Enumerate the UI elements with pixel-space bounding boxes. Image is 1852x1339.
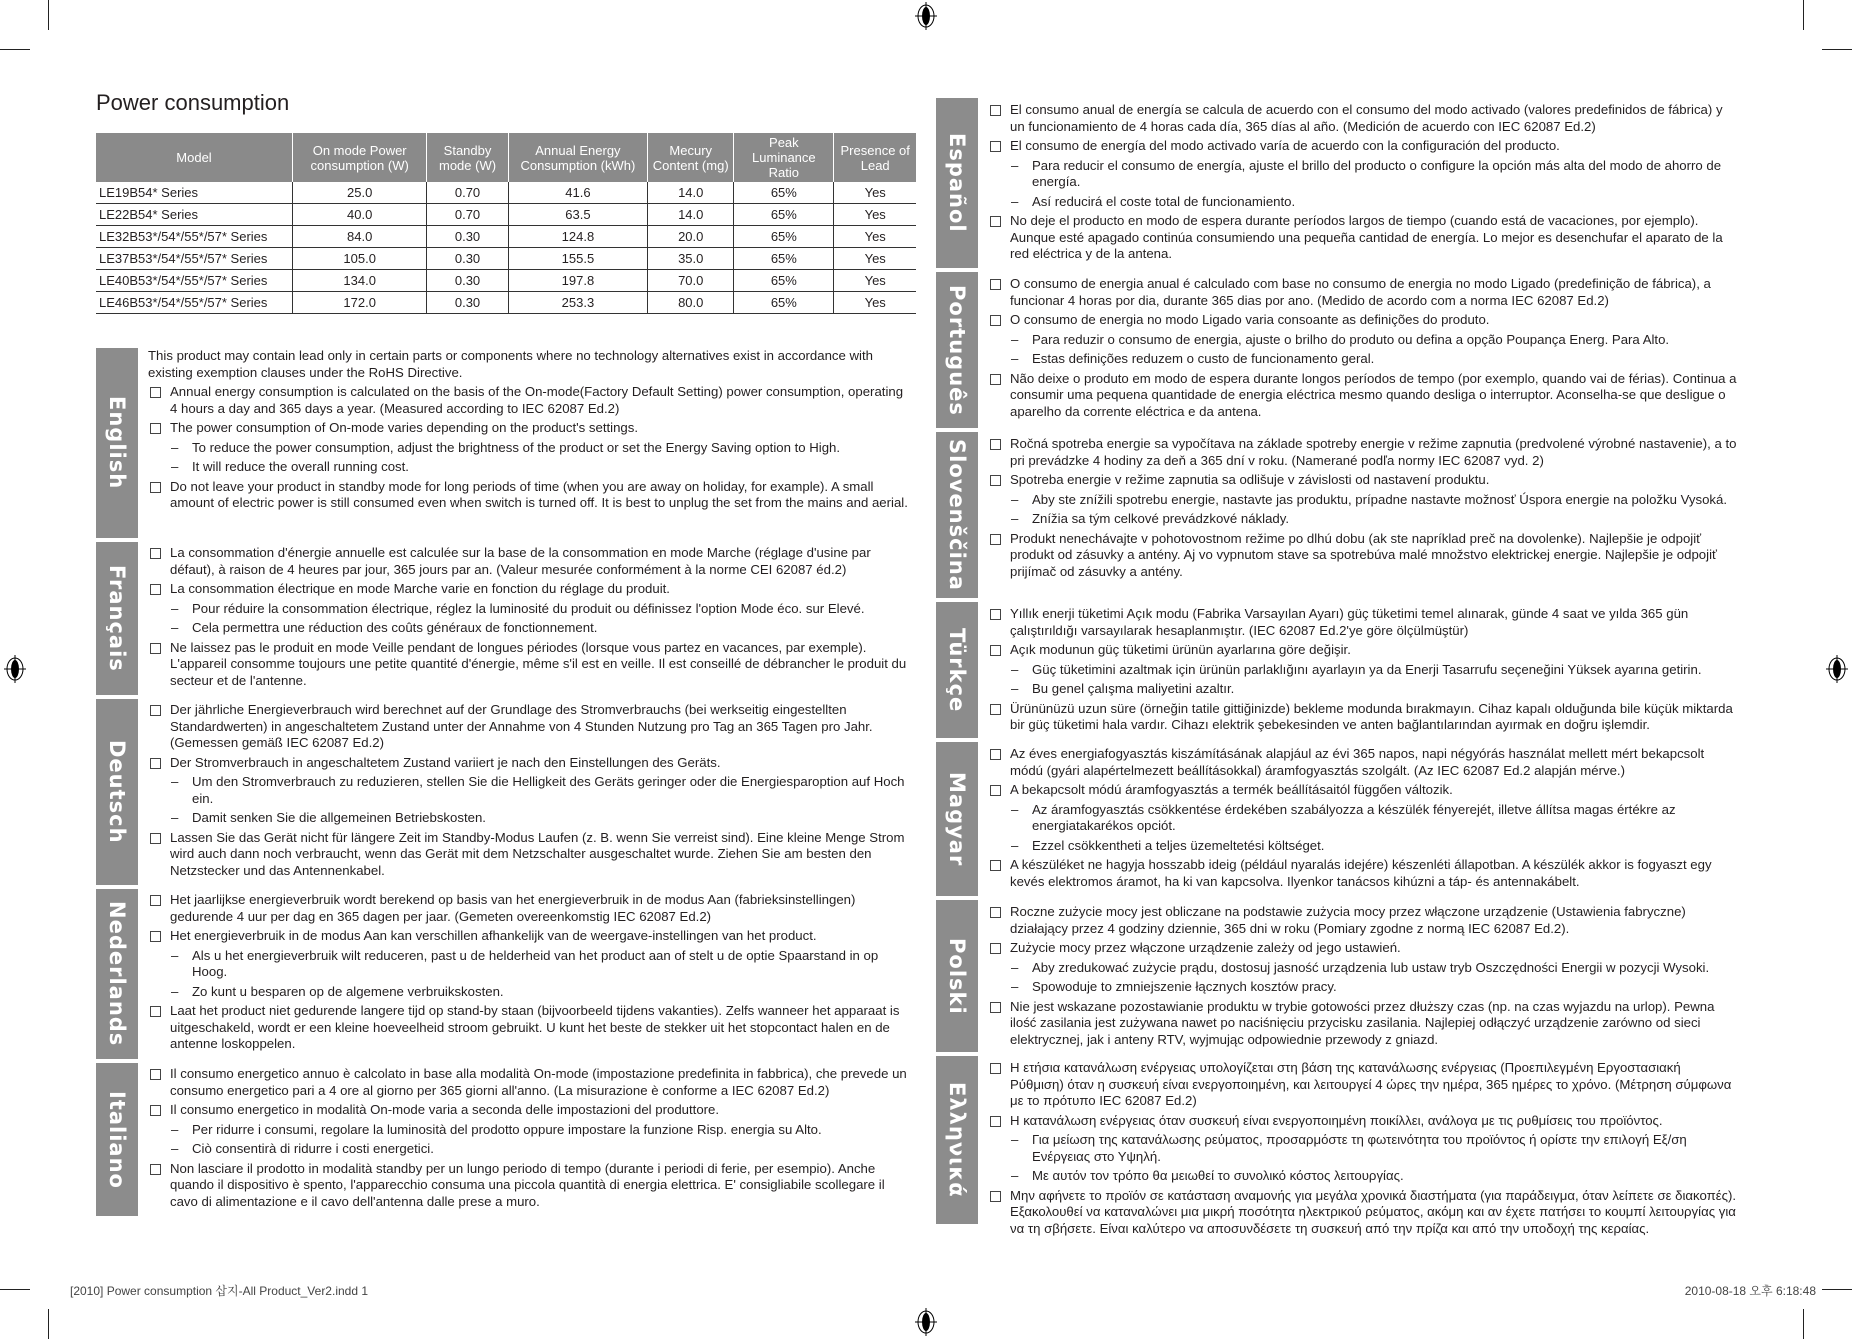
crop-mark [1822,49,1852,50]
language-label: Türkçe [945,627,969,713]
dash-item: – To reduce the power consumption, adjust the brightness of the product or set the Energy Saving option to High. [148,440,908,457]
dash-item: – Ezzel csökkentheti a teljes üzemeltetési költséget. [988,838,1738,855]
cell: 35.0 [648,248,734,270]
cell: 134.0 [293,270,427,292]
bullet: Do not leave your product in standby mode for long periods of time (when you are away on holiday, for example). A small amount of electric power is still consumed even when switch is turned off. It is best to unplug the set from the mains and aerial. [148,479,908,512]
cell: 253.3 [508,292,647,314]
dash-item: – Um den Stromverbrauch zu reduzieren, stellen Sie die Helligkeit des Geräts geringer oder die Energiesparoption auf Hoch ein. [148,774,908,807]
cell: LE37B53*/54*/55*/57* Series [96,248,293,270]
language-tab [936,602,978,738]
col-header: Presence of Lead [834,133,916,182]
cell: 65% [734,248,834,270]
bullet: Nie jest wskazane pozostawianie produktu w trybie gotowości przez dłuższy czas (np. na czas wyjazdu na urlop). Pewna ilość zasilania jest zużywana nawet po naciśnięciu przycisku zasilania. Najlepiej odłączyć urządzenie zarówno od sieci elektrycznej, jak i anteny RTV, wyjmując odpowiednie przewody z gniazd. [988,999,1738,1049]
dash-item: – Spowoduje to zmniejszenie łącznych kosztów pracy. [988,979,1738,996]
bullet: Não deixe o produto em modo de espera durante longos períodos de tempo (por exemplo, quando vai de férias). Continua a consumir uma pequena quantidade de energia eléctrica mesmo quando desliga o interruptor. Aconselha-se que desligue o aparelho da corrente eléctrica e da antena. [988,371,1738,421]
section-turkce [936,602,1746,738]
crop-mark [48,0,49,30]
section-ellinika [936,1056,1746,1236]
language-tab [96,699,138,885]
registration-mark-icon [1826,655,1848,683]
dash-item: – Damit senken Sie die allgemeinen Betriebskosten. [148,810,908,827]
cell: Yes [834,182,916,204]
cell: 80.0 [648,292,734,314]
bullet: El consumo anual de energía se calcula de acuerdo con el consumo del modo activado (valores predefinidos de fábrica) y un funcionamiento de 4 horas cada día, 365 días al año. (Medición de acuerdo con IEC 62087 Ed.2) [988,102,1738,135]
dash-item: – Για μείωση της κατανάλωσης ρεύματος, προσαρμόστε τη φωτεινότητα του προϊόντος ή ορίστε την επιλογή Εξ/ση Ενέργειας στο Υψηλή. [988,1132,1738,1165]
cell: LE22B54* Series [96,204,293,226]
cell: Yes [834,270,916,292]
table-row [96,292,916,314]
footer-timestamp: 2010-08-18 오후 6:18:48 [1684,1284,1816,1298]
col-header: Standby mode (W) [427,133,508,182]
cell: 0.30 [427,292,508,314]
bullet: Der Stromverbrauch in angeschaltetem Zustand variiert je nach den Einstellungen des Geräts. [148,755,908,772]
section-polski [936,900,1746,1052]
language-tab [936,98,978,268]
cell: 40.0 [293,204,427,226]
bullet: Non lasciare il prodotto in modalità standby per un lungo periodo di tempo (durante i periodi di ferie, per esempio). Anche quando il dispositivo è spento, l'apparecchio consuma una piccola quantità di energia elettrica. E' consigliabile scollegare il cavo di alimentazione e il cavo dell'antenna dalle prese a muro. [148,1161,908,1211]
language-tab [96,889,138,1059]
bullet: Yıllık enerji tüketimi Açık modu (Fabrika Varsayılan Ayarı) güç tüketimi temel alınarak, günde 4 saat ve yılda 365 gün çalıştırıldığı varsayılarak hesaplanmıştır. (IEC 62087 Ed.2'ye göre ölçülmüştür) [988,606,1738,639]
dash-item: – Με αυτόν τον τρόπο θα μειωθεί το συνολικό κόστος λειτουργίας. [988,1168,1738,1185]
cell: 65% [734,182,834,204]
language-label: Slovenščina [945,439,969,591]
section-english [96,348,916,538]
cell: 0.70 [427,182,508,204]
cell: 25.0 [293,182,427,204]
bullet: Açık modunun güç tüketimi ürünün ayarlarına göre değişir. [988,642,1738,659]
cell: 155.5 [508,248,647,270]
rohs-notice: This product may contain lead only in certain parts or components where no technology alternatives exist in accordance with existing exemption clauses under the RoHS Directive. [148,348,873,380]
cell: 0.30 [427,248,508,270]
bullet: Produkt nenechávajte v pohotovostnom režime po dlhú dobu (ak ste napríklad preč na dovolenke). Najlepšie je odpojiť produkt od zásuvky a antény. Aj vo vypnutom stave sa spotrebúva malé množstvo elektrickej energie. Najlepšie je odpojiť prijímač od zásuvky a antény. [988,531,1738,581]
language-tab [936,272,978,428]
bullet: Lassen Sie das Gerät nicht für längere Zeit im Standby-Modus Laufen (z. B. wenn Sie verreist sind). Eine kleine Menge Strom wird auch dann noch verbraucht, wenn das Gerät mit dem Netzschalter ausgeschaltet wurde. Ziehen Sie am besten den Netzstecker und das Antennenkabel. [148,830,908,880]
cell: 14.0 [648,204,734,226]
table-row [96,204,916,226]
table-row [96,226,916,248]
language-label: Español [945,133,969,233]
cell: LE40B53*/54*/55*/57* Series [96,270,293,292]
cell: 20.0 [648,226,734,248]
col-header: Mecury Content (mg) [648,133,734,182]
power-consumption-table [96,133,916,314]
crop-mark [0,49,30,50]
language-label: Ελληνικά [945,1082,969,1198]
language-label: Polski [945,937,969,1015]
dash-item: – Aby ste znížili spotrebu energie, nastavte jas produktu, prípadne nastavte možnosť Úspora energie na položku Vysoká. [988,492,1738,509]
page-title: Power consumption [96,90,290,115]
bullet: Zużycie mocy przez włączone urządzenie zależy od jego ustawień. [988,940,1738,957]
dash-item: – Bu genel çalışma maliyetini azaltır. [988,681,1738,698]
dash-item: – Estas definições reduzem o custo de funcionamento geral. [988,351,1738,368]
cell: 105.0 [293,248,427,270]
crop-mark [1803,0,1804,30]
dash-item: – Cela permettra une réduction des coûts généraux de fonctionnement. [148,620,908,637]
cell: LE19B54* Series [96,182,293,204]
section-deutsch [96,699,916,885]
bullet: Il consumo energetico in modalità On-mode varia a seconda delle impostazioni del produttore. [148,1102,908,1119]
registration-mark-icon [915,2,937,30]
bullet: Il consumo energetico annuo è calcolato in base alla modalità On-mode (impostazione predefinita in fabbrica), che prevede un consumo energetico pari a 4 ore al giorno per 365 giorni all'anno. (La misurazione è conforme a IEC 62087 Ed.2) [148,1066,908,1099]
bullet: No deje el producto en modo de espera durante períodos largos de tiempo (cuando está de vacaciones, por ejemplo). Aunque esté apagado continúa consumiendo una pequeña cantidad de energía. Lo mejor es desenchufar el aparato de la red eléctrica y de la antena. [988,213,1738,263]
language-label: English [105,396,129,490]
cell: 14.0 [648,182,734,204]
bullet: Het jaarlijkse energieverbruik wordt berekend op basis van het energieverbruik in de modus Aan (fabrieksinstellingen) gedurende 4 uur per dag en 365 dagen per jaar. (Gemeten overeenkomstig IEC 62087 Ed.2) [148,892,908,925]
cell: 0.70 [427,204,508,226]
table-row [96,182,916,204]
cell: 63.5 [508,204,647,226]
col-header: Model [96,133,293,182]
bullet: A bekapcsolt módú áramfogyasztás a termék beállításaitól függően változik. [988,782,1738,799]
dash-item: – Als u het energieverbruik wilt reduceren, past u de helderheid van het product aan of stelt u de optie Spaarstand in op Hoog. [148,948,908,981]
cell: 65% [734,292,834,314]
dash-item: – Para reduzir o consumo de energia, ajuste o brilho do produto ou defina a opção Poupança Energ. Para Alto. [988,332,1738,349]
section-slovencina [936,432,1746,598]
dash-item: – Zo kunt u besparen op de algemene verbruikskosten. [148,984,908,1001]
dash-item: – Znížia sa tým celkové prevádzkové náklady. [988,511,1738,528]
bullet: Het energieverbruik in de modus Aan kan verschillen afhankelijk van de weergave-instellingen van het product. [148,928,908,945]
cell: LE32B53*/54*/55*/57* Series [96,226,293,248]
section-portugues [936,272,1746,428]
section-espanol [936,98,1746,268]
section-italiano [96,1063,916,1216]
registration-mark-icon [915,1308,937,1336]
bullet: Ročná spotreba energie sa vypočítava na základe spotreby energie v režime zapnutia (predvolené výrobné nastavenie), a to pri prevádzke 4 hodiny za deň a 365 dní v roku. (Namerané podľa normy IEC 62087 vyd. 2) [988,436,1738,469]
crop-mark [1803,1309,1804,1339]
language-tab [96,1063,138,1216]
bullet: Ürününüzü uzun süre (örneğin tatile gittiğinizde) bekleme modunda bırakmayın. Cihaz kapalı olduğunda bile küçük miktarda bir güç tüketimi hala vardır. Cihazı elektrik şebekesinden ve anten bağlantılarından ayırmak en doğru işlemdir. [988,701,1738,734]
language-tab [936,432,978,598]
col-header: On mode Power consumption (W) [293,133,427,182]
dash-item: – Pour réduire la consommation électrique, réglez la luminosité du produit ou définissez l'option Mode éco. sur Elevé. [148,601,908,618]
bullet: Der jährliche Energieverbrauch wird berechnet auf der Grundlage des Stromverbrauchs (bei werkseitig eingestellten Standardwerten) in angeschaltetem Zustand unter der Annahme von 4 Stunden Nutzung pro Tag an 365 Tagen pro Jahr. (Gemessen gemäß IEC 62087 Ed.2) [148,702,908,752]
footer-file-info: [2010] Power consumption 삽지-All Product_Ver2.indd 1 [70,1284,369,1298]
bullet: Η ετήσια κατανάλωση ενέργειας υπολογίζεται στη βάση της κατανάλωσης ενέργειας (Προεπιλεγμένη Εργοστασιακή Ρύθμιση) όταν η συσκευή είναι ενεργοποιημένη, και λειτουργεί 4 ώρες την ημέρα, 365 ημέρες το χρόνο. (Μέτρηση σύμφωνα με το πρότυπο IEC 62087 Ed.2) [988,1060,1738,1110]
language-tab [96,542,138,695]
bullet: A készüléket ne hagyja hosszabb ideig (például nyaralás idejére) készenléti állapotban. A készülék akkor is fogyaszt egy kevés elektromos áramot, ha ki van kapcsolva. Ilyenkor tanácsos kihúzni a táp- és antennakábelt. [988,857,1738,890]
cell: LE46B53*/54*/55*/57* Series [96,292,293,314]
cell: 124.8 [508,226,647,248]
section-nederlands [96,889,916,1059]
language-label: Deutsch [105,740,129,844]
bullet: Μην αφήνετε το προϊόν σε κατάσταση αναμονής για μεγάλα χρονικά διαστήματα (για παράδειγμα, όταν λείπετε σε διακοπές). Εξακολουθεί να καταναλώνει μια μικρή ποσότητα ηλεκτρικού ρεύματος, ακόμη και αν έχετε πατήσει το κουμπί λειτουργίας για να τη σβήσετε. Είναι καλύτερο να αποσυνδέσετε τη συσκευή από την πρίζα και από την υποδοχή της κεραίας. [988,1188,1738,1238]
bullet: Roczne zużycie mocy jest obliczane na podstawie zużycia mocy przez włączone urządzenie (Ustawienia fabryczne) działający przez 4 godziny dziennie, 365 dni w roku (Pomiary zgodne z normą IEC 62087 Ed.2). [988,904,1738,937]
bullet: El consumo de energía del modo activado varía de acuerdo con la configuración del producto. [988,138,1738,155]
dash-item: – Para reducir el consumo de energía, ajuste el brillo del producto o configure la opción más alta del modo de ahorro de energía. [988,158,1738,191]
table-row [96,270,916,292]
cell: 0.30 [427,270,508,292]
dash-item: – It will reduce the overall running cost. [148,459,908,476]
dash-item: – Aby zredukować zużycie prądu, dostosuj jasność urządzenia lub ustaw tryb Oszczędności Energii w pozycji Wysoki. [988,960,1738,977]
language-label: Português [945,284,969,416]
language-label: Français [105,565,129,672]
cell: 65% [734,204,834,226]
dash-item: – Ciò consentirà di ridurre i costi energetici. [148,1141,908,1158]
language-tab [936,742,978,896]
dash-item: – Per ridurre i consumi, regolare la luminosità del prodotto oppure impostare la funzione Risp. energia su Alto. [148,1122,908,1139]
bullet: Laat het product niet gedurende langere tijd op stand-by staan (bijvoorbeeld tijdens vakanties). Zelfs wanneer het apparaat is uitgeschakeld, wordt er een kleine hoeveelheid stroom gebruikt. U kunt het beste de stekker uit het stopcontact halen en de antenne loskoppelen. [148,1003,908,1053]
bullet: Ne laissez pas le produit en mode Veille pendant de longues périodes (lorsque vous partez en vacances, par exemple). L'appareil consomme toujours une petite quantité d'énergie, même s'il est en veille. Il est conseillé de débrancher le produit du secteur et de l'antenne. [148,640,908,690]
bullet: O consumo de energia no modo Ligado varia consoante as definições do produto. [988,312,1738,329]
language-label: Nederlands [105,901,129,1047]
bullet: Annual energy consumption is calculated on the basis of the On-mode(Factory Default Setting) power consumption, operating 4 hours a day and 365 days a year. (Measured according to IEC 62087 Ed.2) [148,384,908,417]
language-label: Italiano [105,1090,129,1189]
language-tab [936,1056,978,1224]
section-francais [96,542,916,695]
dash-item: – Así reducirá el coste total de funcionamiento. [988,194,1738,211]
cell: 65% [734,226,834,248]
cell: 84.0 [293,226,427,248]
crop-mark [0,1289,30,1290]
bullet: La consommation électrique en mode Marche varie en fonction du réglage du produit. [148,581,908,598]
cell: 172.0 [293,292,427,314]
cell: 41.6 [508,182,647,204]
bullet: Az éves energiafogyasztás kiszámításának alapjául az évi 365 napos, napi négyórás használat mellett mért bekapcsolt módú (gyári alapértelmezett beállításokkal) áramfogyasztás szolgált. (Az IEC 62087 Ed.2 alapján mérve.) [988,746,1738,779]
cell: 70.0 [648,270,734,292]
dash-item: – Güç tüketimini azaltmak için ürünün parlaklığını ayarlayın ya da Enerji Tasarrufu seçeneğini Yüksek ayarına getirin. [988,662,1738,679]
cell: Yes [834,226,916,248]
bullet: Spotreba energie v režime zapnutia sa odlišuje v závislosti od nastavení produktu. [988,472,1738,489]
col-header: Peak Luminance Ratio [734,133,834,182]
bullet: O consumo de energia anual é calculado com base no consumo de energia no modo Ligado (predefinição de fábrica), a funcionar 4 horas por dia, durante 365 dias por ano. (Medido de acordo com a norma IEC 62087 Ed.2) [988,276,1738,309]
registration-mark-icon [4,655,26,683]
cell: 65% [734,270,834,292]
crop-mark [1822,1289,1852,1290]
crop-mark [48,1309,49,1339]
table-row [96,248,916,270]
bullet: Η κατανάλωση ενέργειας όταν συσκευή είναι ενεργοποιημένη ποικίλλει, ανάλογα με τις ρυθμίσεις του προϊόντος. [988,1113,1738,1130]
col-header: Annual Energy Consumption (kWh) [508,133,647,182]
language-tab [936,900,978,1052]
cell: Yes [834,292,916,314]
language-label: Magyar [945,771,969,867]
dash-item: – Az áramfogyasztás csökkentése érdekében szabályozza a készülék fényerejét, illetve állítsa magas értékre az energiatakarékos opciót. [988,802,1738,835]
cell: 0.30 [427,226,508,248]
cell: Yes [834,204,916,226]
cell: 197.8 [508,270,647,292]
section-magyar [936,742,1746,896]
language-tab [96,348,138,538]
bullet: La consommation d'énergie annuelle est calculée sur la base de la consommation en mode Marche (réglage d'usine par défaut), à raison de 4 heures par jour, 365 jours par an. (Valeur mesurée conformément à la norme CEI 62087 éd.2) [148,545,908,578]
cell: Yes [834,248,916,270]
bullet: The power consumption of On-mode varies depending on the product's settings. [148,420,908,437]
